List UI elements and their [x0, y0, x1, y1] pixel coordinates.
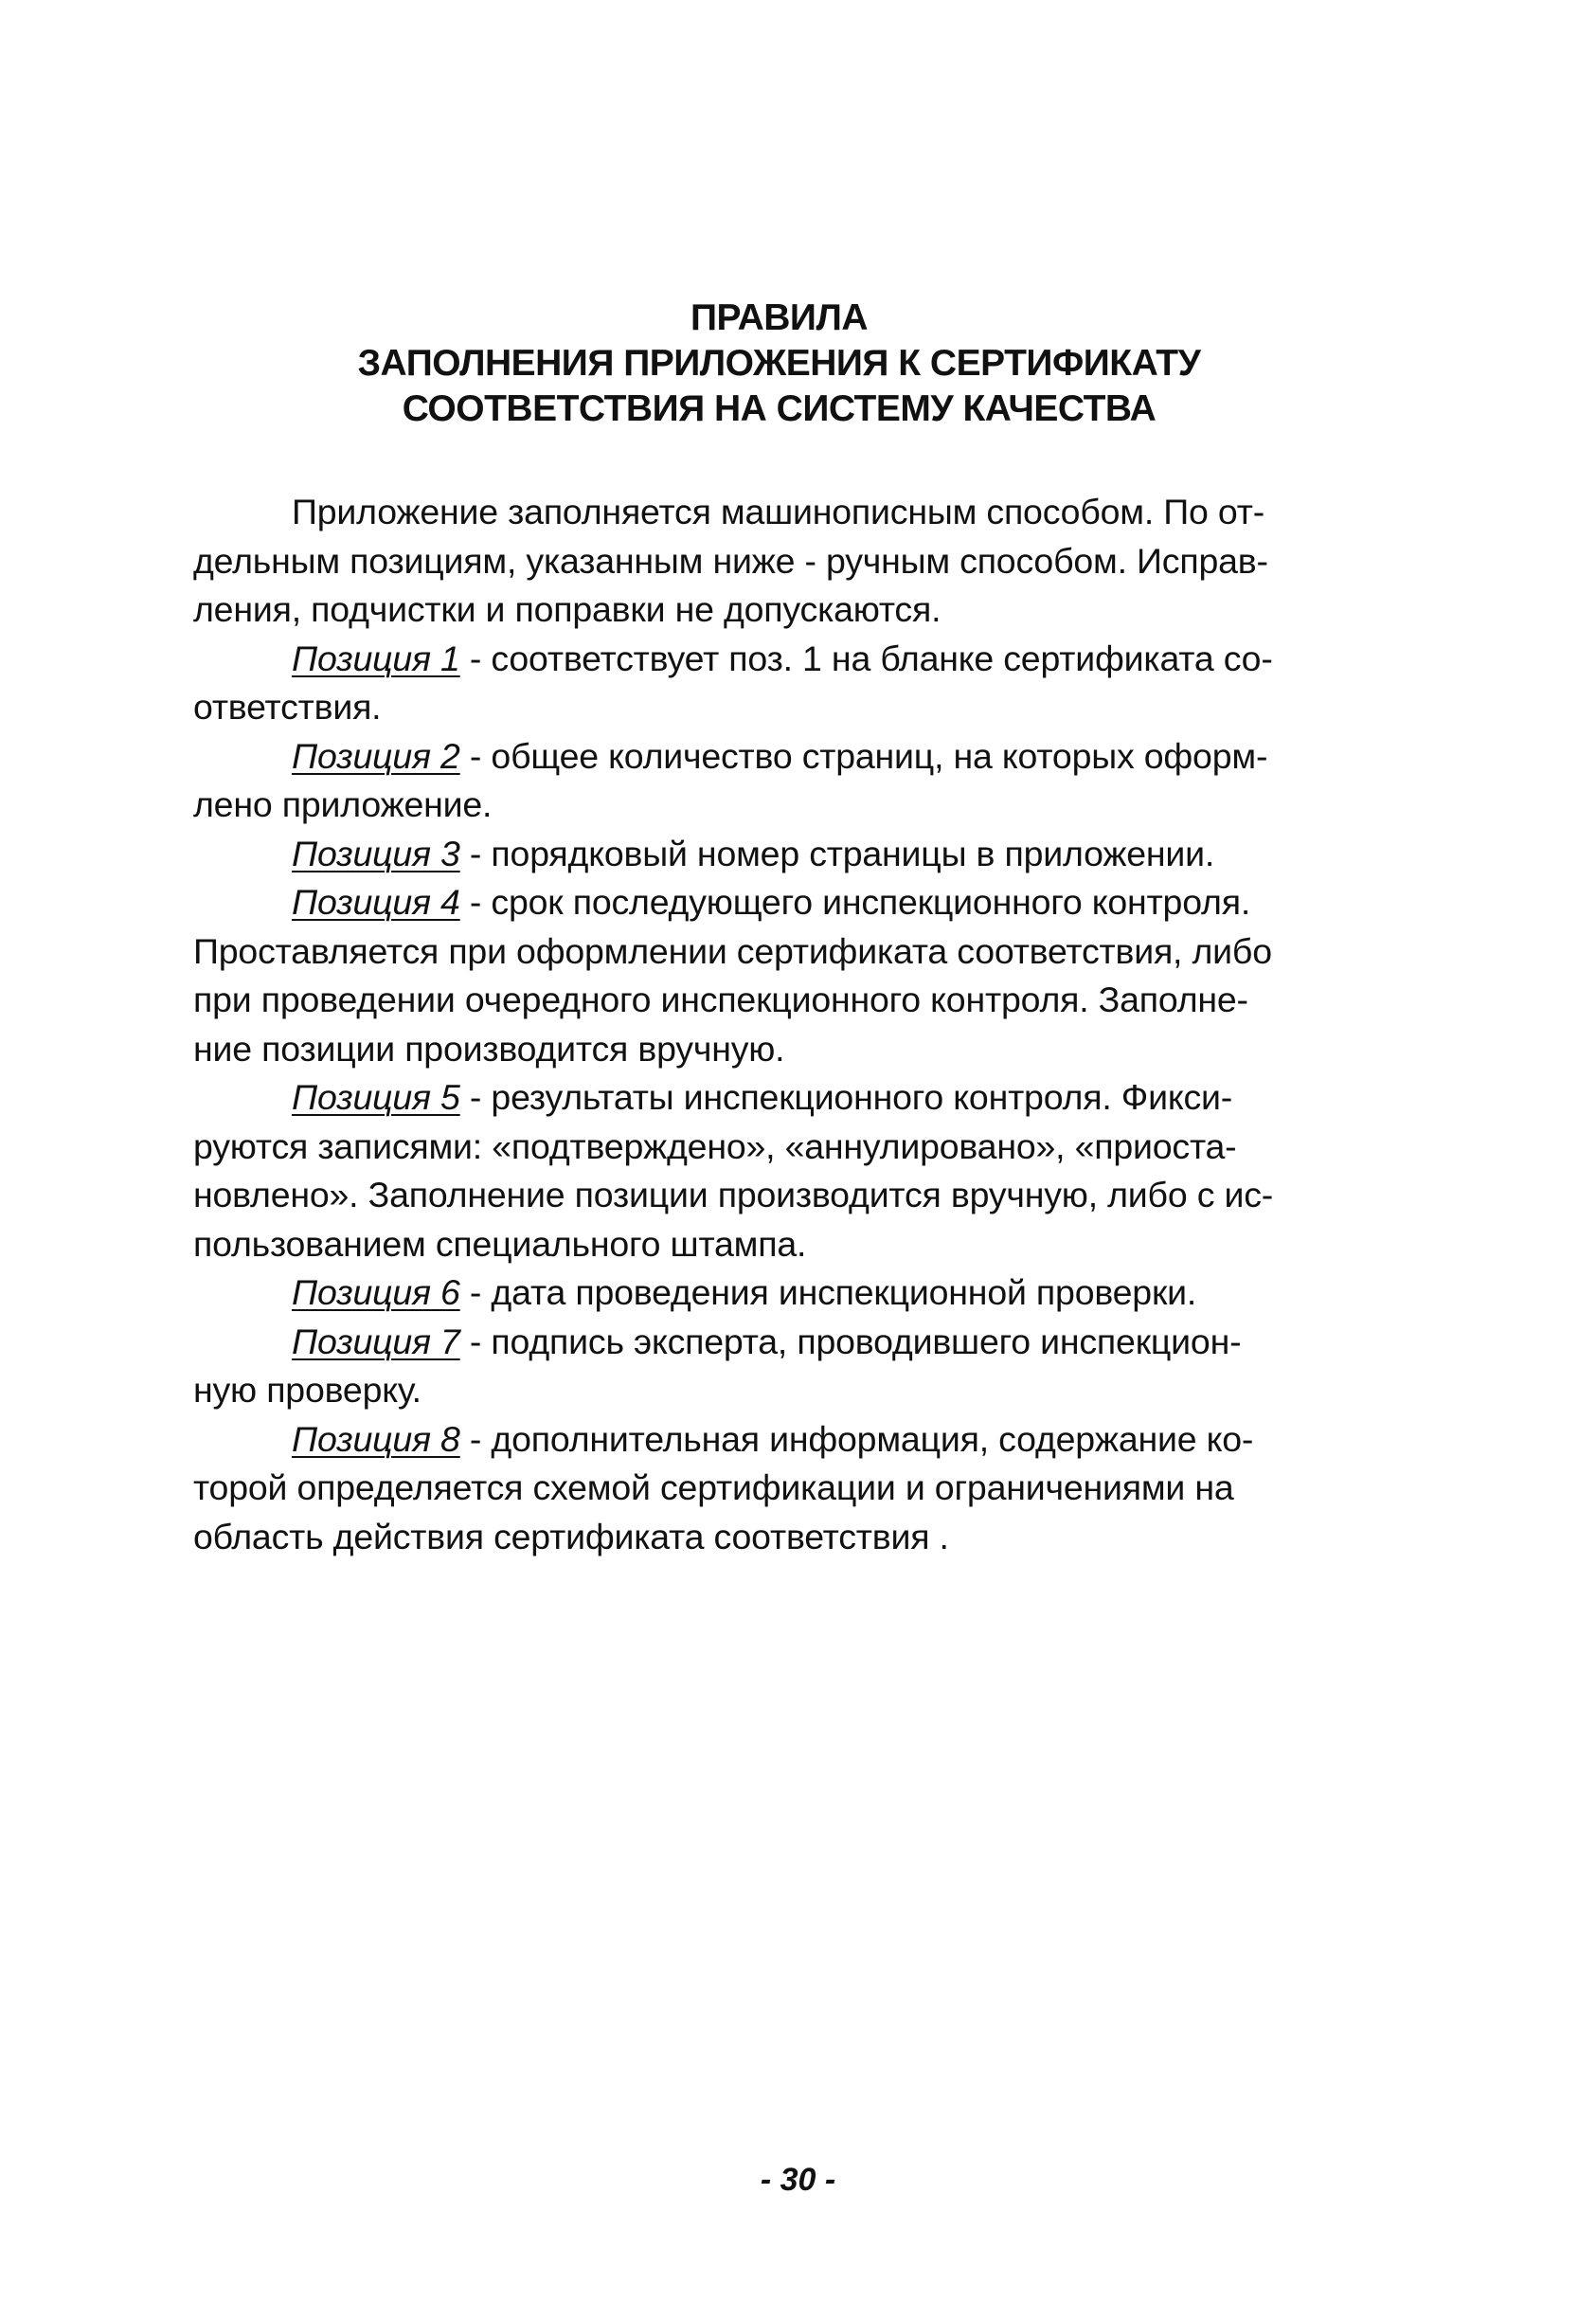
position-5-paragraph — [193, 1073, 1425, 1268]
position-4-line-4: ние позиции производится вручную. — [193, 1028, 785, 1069]
position-5-line-2: руются записями: «подтверждено», «аннулировано», «приоста- — [193, 1125, 1237, 1166]
position-7-line-2: ную проверку. — [193, 1370, 421, 1410]
position-6-text: - дата проведения инспекционной проверки. — [459, 1272, 1197, 1312]
intro-paragraph — [193, 488, 1425, 635]
position-1-paragraph — [193, 635, 1425, 732]
position-4-line-3: при проведении очередного инспекционного контроля. Заполне- — [193, 980, 1248, 1019]
position-7-text: - подпись эксперта, проводившего инспекцион- — [459, 1321, 1242, 1361]
position-4-text: - срок последующего инспекционного контроля. — [459, 882, 1251, 922]
position-2-paragraph — [193, 732, 1425, 830]
document-body — [193, 488, 1425, 1561]
position-2-first-line — [193, 732, 1425, 782]
position-4-first-line — [193, 878, 1425, 927]
position-7-first-line — [193, 1318, 1425, 1367]
position-8-line-3: область действия сертификата соответствия . — [193, 1516, 949, 1556]
position-1-label: Позиция 1 — [292, 638, 460, 678]
position-3-paragraph — [193, 830, 1425, 879]
position-5-line-3: новлено». Заполнение позиции производится вручную, либо с ис- — [193, 1175, 1274, 1214]
position-7-paragraph — [193, 1318, 1425, 1415]
title-line-2: ЗАПОЛНЕНИЯ ПРИЛОЖЕНИЯ К СЕРТИФИКАТУ — [357, 343, 1201, 384]
position-5-first-line — [193, 1073, 1425, 1123]
position-3-first-line — [193, 830, 1425, 879]
position-8-line-2: торой определяется схемой сертификации и ограничениями на — [193, 1467, 1234, 1507]
position-4-paragraph — [193, 878, 1425, 1073]
position-5-text: - результаты инспекционного контроля. Фикси- — [459, 1077, 1233, 1117]
position-1-first-line — [193, 635, 1425, 684]
position-5-line-4: пользованием специального штампа. — [193, 1223, 807, 1264]
position-4-line-2: Проставляется при оформлении сертификата соответствия, либо — [193, 930, 1272, 971]
position-6-paragraph — [193, 1268, 1425, 1318]
position-6-label: Позиция 6 — [292, 1272, 460, 1312]
position-1-text: - соответствует поз. 1 на бланке сертификата со- — [459, 638, 1273, 678]
position-5-label: Позиция 5 — [292, 1077, 460, 1117]
intro-line-3: ления, подчистки и поправки не допускаются. — [193, 589, 941, 629]
position-6-first-line — [193, 1268, 1425, 1318]
position-8-label: Позиция 8 — [292, 1418, 460, 1459]
position-3-text: - порядковый номер страницы в приложении. — [459, 833, 1215, 873]
document-title — [189, 296, 1369, 432]
position-8-paragraph — [193, 1415, 1425, 1562]
position-7-label: Позиция 7 — [292, 1321, 460, 1361]
title-line-3: СООТВЕТСТВИЯ НА СИСТЕМУ КАЧЕСТВА — [402, 388, 1157, 429]
intro-line-1: Приложение заполняется машинописным способом. По от- — [292, 492, 1265, 531]
title-line-1: ПРАВИЛА — [690, 297, 868, 338]
position-8-first-line — [193, 1415, 1425, 1465]
position-1-line-2: ответствия. — [193, 687, 382, 727]
position-3-label: Позиция 3 — [292, 833, 460, 873]
position-2-line-2: лено приложение. — [193, 784, 493, 824]
position-2-label: Позиция 2 — [292, 735, 460, 776]
position-8-text: - дополнительная информация, содержание ко- — [459, 1418, 1254, 1459]
position-2-text: - общее количество страниц, на которых оформ- — [459, 735, 1268, 776]
page-number: - 30 - — [760, 2162, 836, 2198]
intro-line-2: дельным позициям, указанным ниже - ручным способом. Исправ- — [193, 540, 1268, 581]
position-4-label: Позиция 4 — [292, 882, 460, 922]
